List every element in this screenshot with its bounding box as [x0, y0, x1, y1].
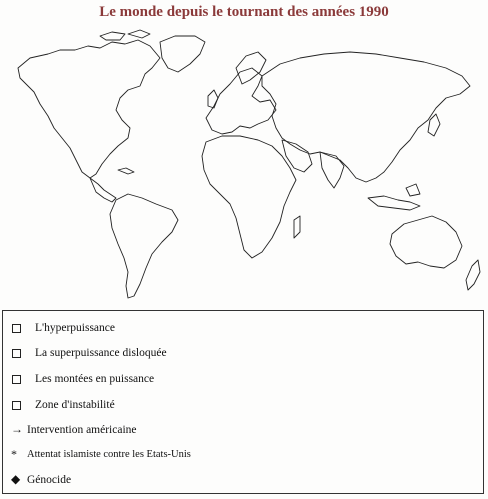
- empty-square-icon: [12, 324, 21, 333]
- empty-square-icon: [12, 375, 21, 384]
- arabian-peninsula-outline: [282, 140, 312, 172]
- legend-label: Intervention américaine: [27, 423, 137, 436]
- new-zealand-outline: [466, 260, 480, 290]
- caribbean-outline: [118, 168, 134, 174]
- australia-outline: [390, 216, 462, 268]
- empty-square-icon: [12, 349, 21, 358]
- legend-label: La superpuissance disloquée: [35, 347, 167, 359]
- legend-label: Génocide: [27, 473, 72, 486]
- map-legend: [2, 310, 484, 494]
- indonesia-outline: [368, 184, 420, 210]
- india-outline: [320, 152, 344, 188]
- legend-item: [11, 373, 154, 385]
- diamond-icon: ◆: [11, 472, 21, 486]
- greenland-outline: [160, 36, 205, 72]
- south-america-outline: [110, 194, 178, 298]
- legend-item: [11, 399, 115, 411]
- british-isles-outline: [208, 90, 218, 108]
- north-america-outline: [18, 40, 160, 178]
- world-map: [0, 28, 488, 305]
- central-america-outline: [90, 178, 116, 202]
- arctic-islands-outline: [100, 30, 150, 40]
- africa-outline: [202, 136, 296, 258]
- asia-outline: [262, 52, 470, 182]
- legend-item: [11, 422, 137, 437]
- asterisk-icon: *: [11, 447, 17, 461]
- legend-item: [11, 447, 191, 462]
- arrow-right-icon: →: [11, 422, 23, 436]
- legend-label: L'hyperpuissance: [35, 322, 115, 334]
- legend-label: Attentat islamiste contre les Etats-Unis: [27, 449, 191, 460]
- legend-item: [11, 347, 167, 359]
- madagascar-outline: [294, 216, 300, 238]
- legend-item: [11, 472, 71, 487]
- empty-square-icon: [12, 401, 21, 410]
- legend-item: [11, 322, 115, 334]
- legend-label: Zone d'instabilité: [35, 399, 115, 411]
- map-title: Le monde depuis le tournant des années 1990: [99, 4, 389, 20]
- legend-label: Les montées en puissance: [35, 373, 155, 385]
